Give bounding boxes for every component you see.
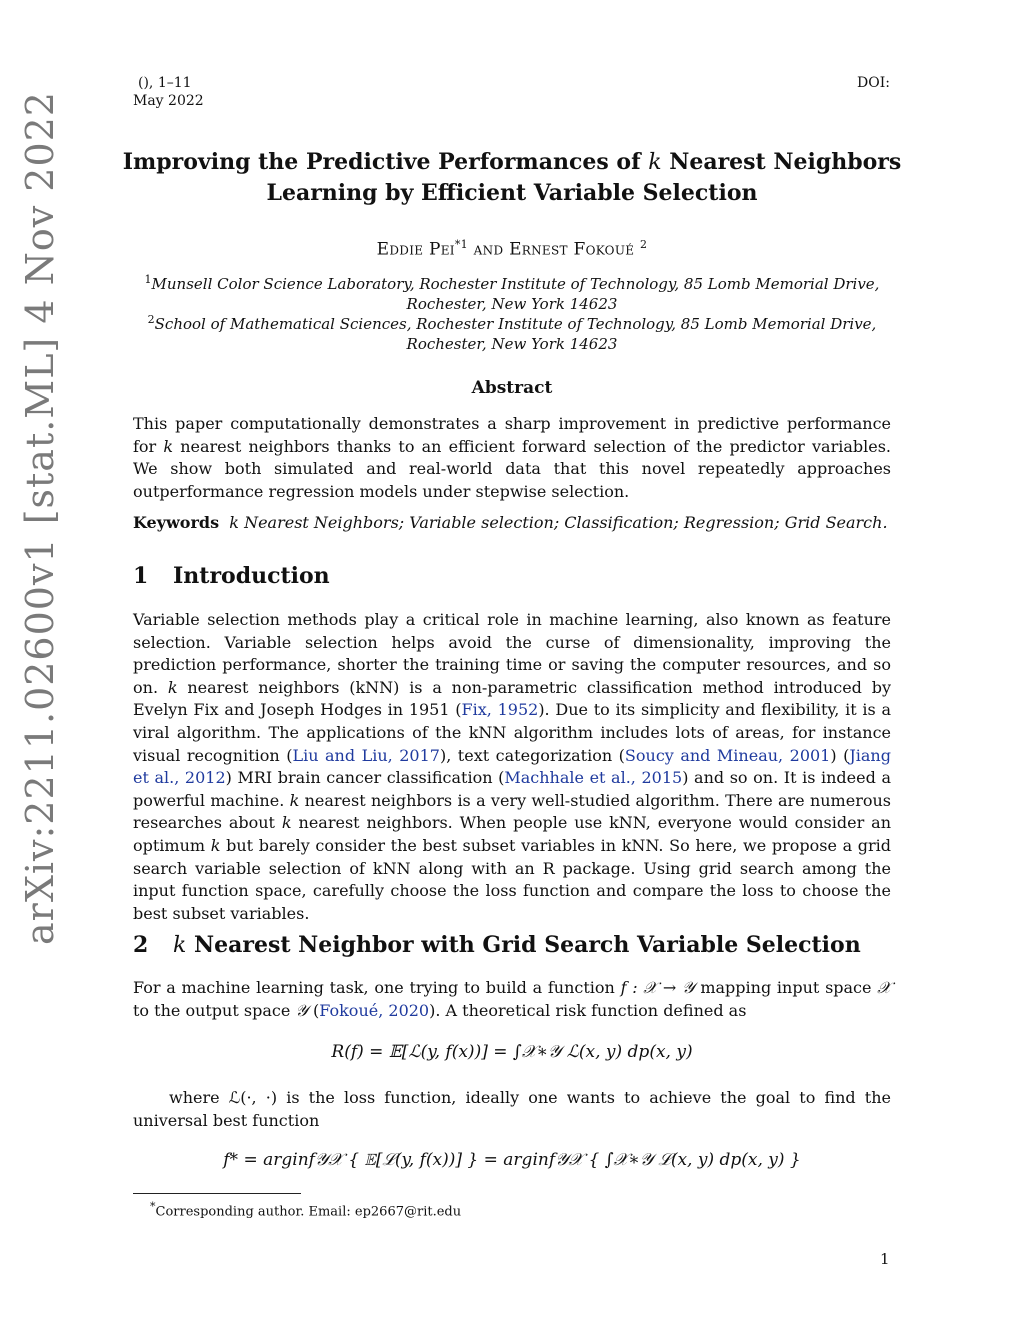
abstract-heading: Abstract	[471, 378, 553, 398]
affiliation-2-line1: School of Mathematical Sciences, Rochester Institute of Technology, 85 Lomb Memorial Drive,	[154, 315, 877, 333]
s2-text-4: (	[307, 1000, 320, 1020]
intro-k-3: k	[281, 813, 292, 833]
author-1-mark: *1	[454, 238, 468, 251]
intro-k-4: k	[210, 835, 221, 855]
intro-k-1: k	[167, 677, 178, 697]
intro-text-2: nearest neighbors (kNN) is a non-parametric classification method introduced by Evelyn Fix and Joseph Hodges in 1951 (	[133, 677, 892, 720]
citation-liu-2017[interactable]: Liu and Liu, 2017	[292, 745, 440, 765]
intro-text-5: ) (	[830, 745, 850, 765]
footnote-rule	[133, 1193, 301, 1194]
intro-text-7: ) and so on. It is indeed a powerful machine.	[133, 768, 891, 810]
section-2-heading	[133, 932, 893, 958]
footnote-mark: *	[150, 1200, 156, 1213]
journal-line: (), 1–11	[138, 75, 192, 91]
citation-jiang-2012[interactable]: Jiang et al., 2012	[133, 745, 891, 788]
author-1: Eddie Pei	[376, 239, 455, 260]
citation-soucy-2001[interactable]: Soucy and Mineau, 2001	[624, 745, 831, 765]
s2-text-1: For a machine learning task, one trying to build a function	[133, 978, 621, 997]
author-2: Ernest Fokoué	[509, 239, 635, 260]
title-line1-b: Nearest Neighbors	[661, 149, 902, 175]
abstract-part-1: This paper computationally demonstrates a sharp improvement in predictive performance for	[133, 414, 891, 456]
footnote-text: Corresponding author. Email: ep2667@rit.edu	[155, 1204, 462, 1220]
section-2-paragraph	[133, 977, 891, 1022]
intro-text-10: but barely consider the best subset variables in kNN. So here, we propose a grid search variable selection of kNN along with an R package. Using grid search among the input function space, carefully choose the loss function and compare the loss to choose the best subset variables.	[133, 835, 892, 923]
title-line2: Learning by Efficient Variable Selection	[266, 180, 758, 206]
abstract-k: k	[163, 436, 174, 456]
intro-text-9: nearest neighbors. When people use kNN, everyone would consider an optimum	[133, 813, 891, 855]
section-1-heading	[133, 563, 893, 589]
doi-label: DOI:	[857, 75, 890, 91]
author-and: and	[467, 239, 510, 260]
affiliation-1-line2: Rochester, New York 14623	[406, 295, 618, 313]
affiliation-2	[120, 310, 904, 354]
keywords	[133, 512, 891, 535]
title-line1-a: Improving the Predictive Performances of	[122, 149, 649, 175]
page-number: 1	[880, 1250, 890, 1268]
abstract-part-2: nearest neighbors thanks to an efficient forward selection of the predictor variables. We show both simulated and real-world data that this novel repeatedly approaches outperformance regression models under stepwise selection.	[133, 436, 891, 501]
affiliation-1	[120, 270, 904, 314]
s2-text-3: to the output space	[133, 1000, 296, 1020]
section-2-number: 2	[133, 932, 149, 958]
affiliation-1-mark: 1	[144, 273, 152, 286]
equation-best-function: f* = arginf𝒴𝒳 { 𝔼[ℒ(y, f(x))] } = arginf𝒴𝒳 { ∫𝒳∗𝒴 ℒ(x, y) dp(x, y) }	[223, 1150, 801, 1170]
section-1-number: 1	[133, 563, 149, 589]
keywords-text: k Nearest Neighbors; Variable selection; Classification; Regression; Grid Search.	[229, 513, 888, 532]
s2-math-mapping: f : 𝒳 → 𝒴	[620, 978, 695, 997]
intro-text-1: Variable selection methods play a critical role in machine learning, also known as feature selection. Variable selection helps avoid the curse of dimensionality, improving the prediction performance, shorter the training time or saving the computer resources, and so on.	[133, 610, 891, 697]
arxiv-stamp: arXiv:2211.02600v1 [stat.ML] 4 Nov 2022	[18, 91, 62, 945]
affiliation-2-mark: 2	[147, 313, 155, 326]
keywords-label: Keywords	[133, 513, 220, 532]
section-1-paragraph	[133, 609, 891, 925]
intro-text-4: ), text categorization (	[439, 745, 625, 765]
abstract-text	[133, 413, 891, 503]
equation-risk: R(f) = 𝔼[ℒ(y, f(x))] = ∫𝒳∗𝒴 ℒ(x, y) dp(x, y)	[331, 1042, 693, 1062]
s2-math-output-space: 𝒴	[295, 1000, 308, 1020]
section-2-title: Nearest Neighbor with Grid Search Variable Selection	[186, 932, 861, 958]
intro-text-8: nearest neighbors is a very well-studied algorithm. There are numerous researches about	[133, 790, 891, 833]
publication-date: May 2022	[133, 93, 204, 109]
s2-math-input-space: 𝒳	[877, 978, 891, 997]
intro-k-2: k	[289, 790, 300, 810]
section-2-k: k	[173, 933, 187, 958]
affiliation-2-line2: Rochester, New York 14623	[406, 335, 618, 353]
author-list	[120, 238, 904, 260]
affiliation-1-line1: Munsell Color Science Laboratory, Rochester Institute of Technology, 85 Lomb Memorial Drive,	[151, 275, 880, 293]
footnote	[150, 1200, 461, 1219]
citation-machhale-2015[interactable]: Machhale et al., 2015	[504, 768, 683, 788]
intro-text-3: ). Due to its simplicity and flexibility, it is a viral algorithm. The applications of the kNN algorithm includes lots of areas, for instance visual recognition (	[133, 700, 891, 765]
s2-text-2: mapping input space	[694, 978, 878, 997]
s2-text-5: ). A theoretical risk function defined as	[429, 1000, 747, 1020]
citation-fokoue-2020[interactable]: Fokoué, 2020	[319, 1000, 430, 1020]
citation-fix-1952[interactable]: Fix, 1952	[461, 700, 539, 720]
title-k: k	[648, 150, 662, 175]
section-1-title: Introduction	[173, 563, 330, 589]
section-2-paragraph-2: where ℒ(·, ·) is the loss function, ideally one wants to achieve the goal to find the universal best function	[133, 1088, 891, 1130]
author-2-mark: 2	[640, 238, 648, 251]
paper-title	[120, 147, 904, 209]
intro-text-6: ) MRI brain cancer classification (	[225, 768, 505, 788]
